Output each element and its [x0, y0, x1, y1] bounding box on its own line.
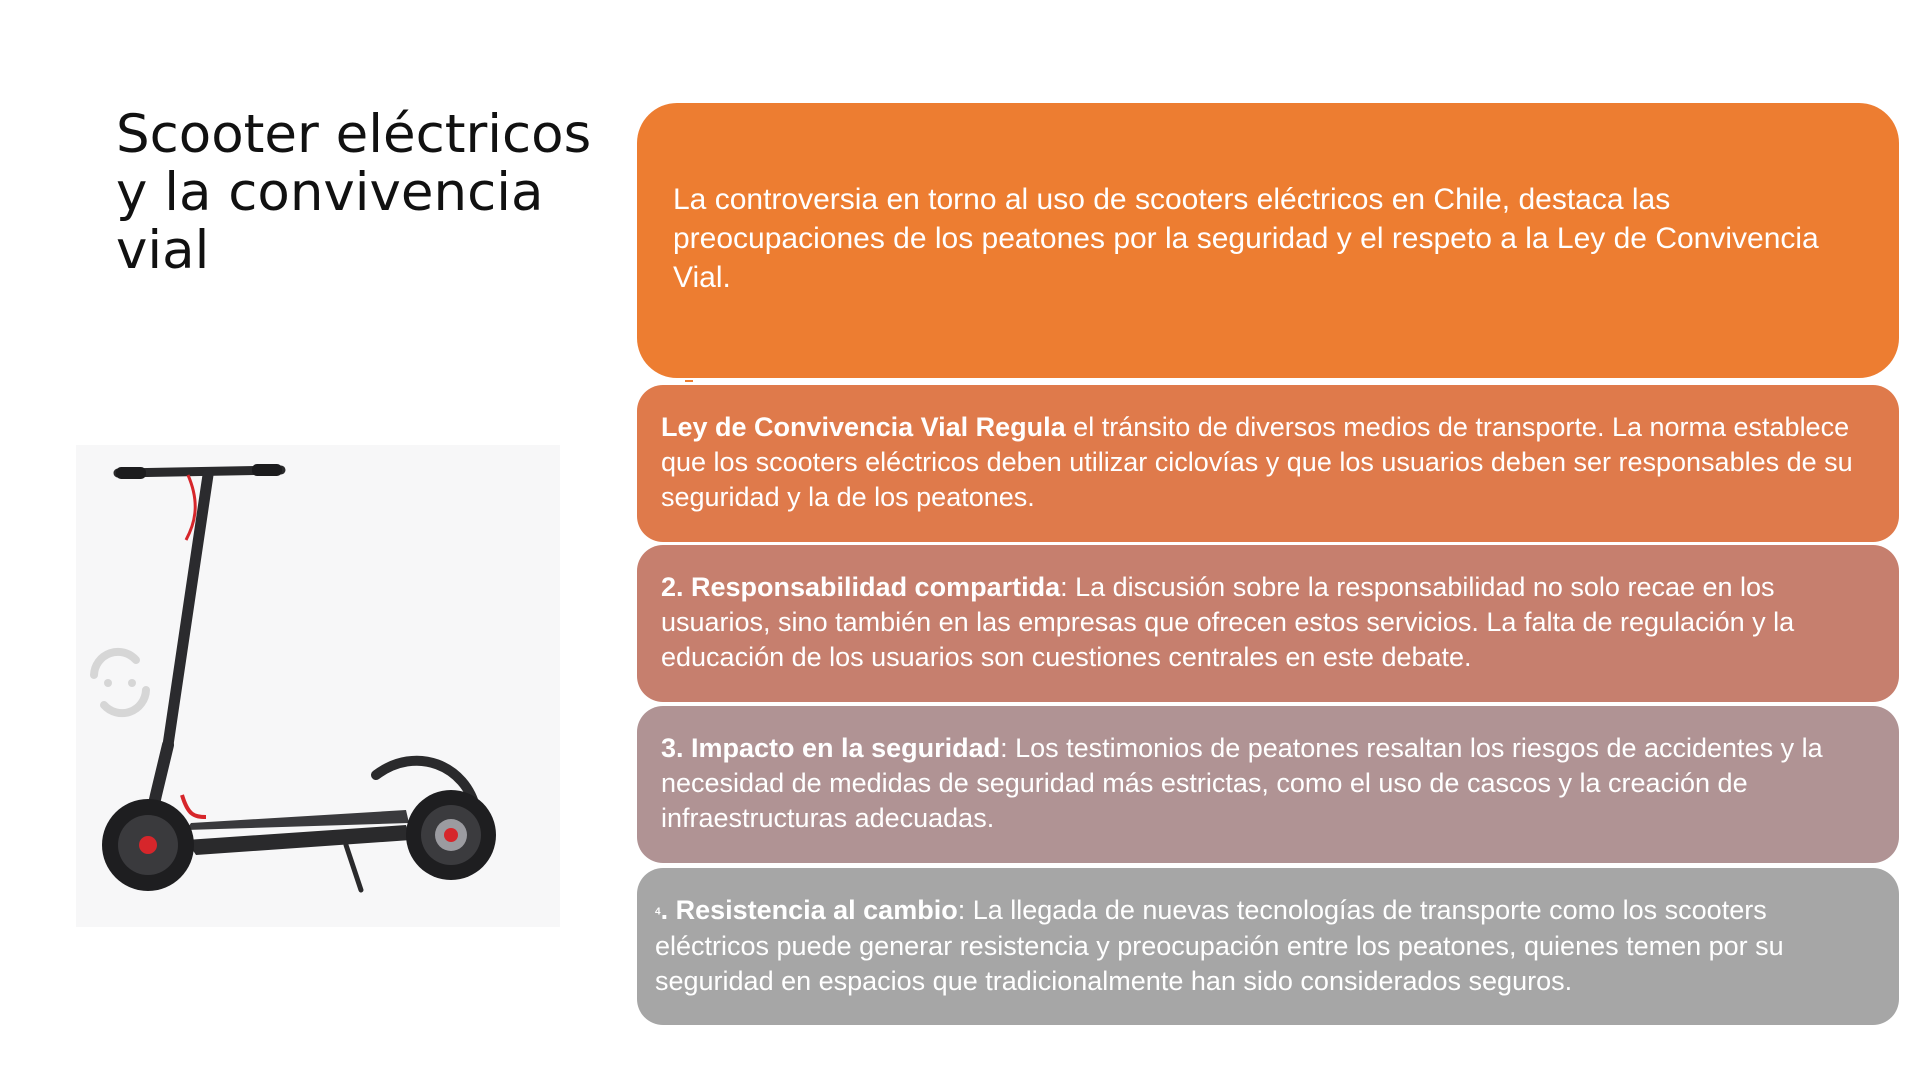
- card-heading: . Resistencia al cambio: [660, 895, 958, 925]
- card-heading: 2. Responsabilidad compartida: [661, 572, 1061, 602]
- slide-title: Scooter eléctricos y la convivencia vial: [116, 104, 592, 281]
- electric-scooter-illustration: [76, 445, 560, 927]
- card-heading: 3. Impacto en la seguridad: [661, 733, 1001, 763]
- card-ley-convivencia: [637, 385, 1899, 542]
- card-body: : La llegada de nuevas tecnologías de transporte como los scooters eléctricos puede generar resistencia y preocupación entre los peatones, quienes temen por su seguridad en espacios que tradicionalmente han sido considerados seguros.: [655, 895, 1784, 997]
- card-body: el tránsito de diversos medios de transporte. La norma establece que los scooters eléctricos deben utilizar ciclovías y que los usuarios deben ser responsables de su seguridad y la de los peatones.: [661, 412, 1853, 512]
- refresh-icon: [94, 652, 146, 713]
- card-heading: Ley de Convivencia Vial Regula: [661, 412, 1066, 442]
- card-body: : La discusión sobre la responsabilidad no solo recae en los usuarios, sino también en las empresas que ofrecen estos servicios. La falta de regulación y la educación de los usuarios son cuestiones centrales en este debate.: [661, 572, 1795, 672]
- card-impacto-seguridad: [637, 706, 1899, 863]
- electric-scooter-photo: [76, 445, 560, 927]
- card-resistencia-cambio: [637, 868, 1899, 1025]
- card-body: : Los testimonios de peatones resaltan los riesgos de accidentes y la necesidad de medidas de seguridad más estrictas, como el uso de cascos y la creación de infraestructuras adecuadas.: [661, 733, 1823, 833]
- intro-text: La controversia en torno al uso de scooters eléctricos en Chile, destaca las preocupaciones de los peatones por la seguridad y el respeto a la Ley de Convivencia Vial.: [673, 183, 1819, 294]
- divider-mark: [685, 380, 693, 382]
- card-responsabilidad: [637, 545, 1899, 702]
- card-number: 4: [655, 906, 661, 918]
- intro-card: [637, 103, 1899, 378]
